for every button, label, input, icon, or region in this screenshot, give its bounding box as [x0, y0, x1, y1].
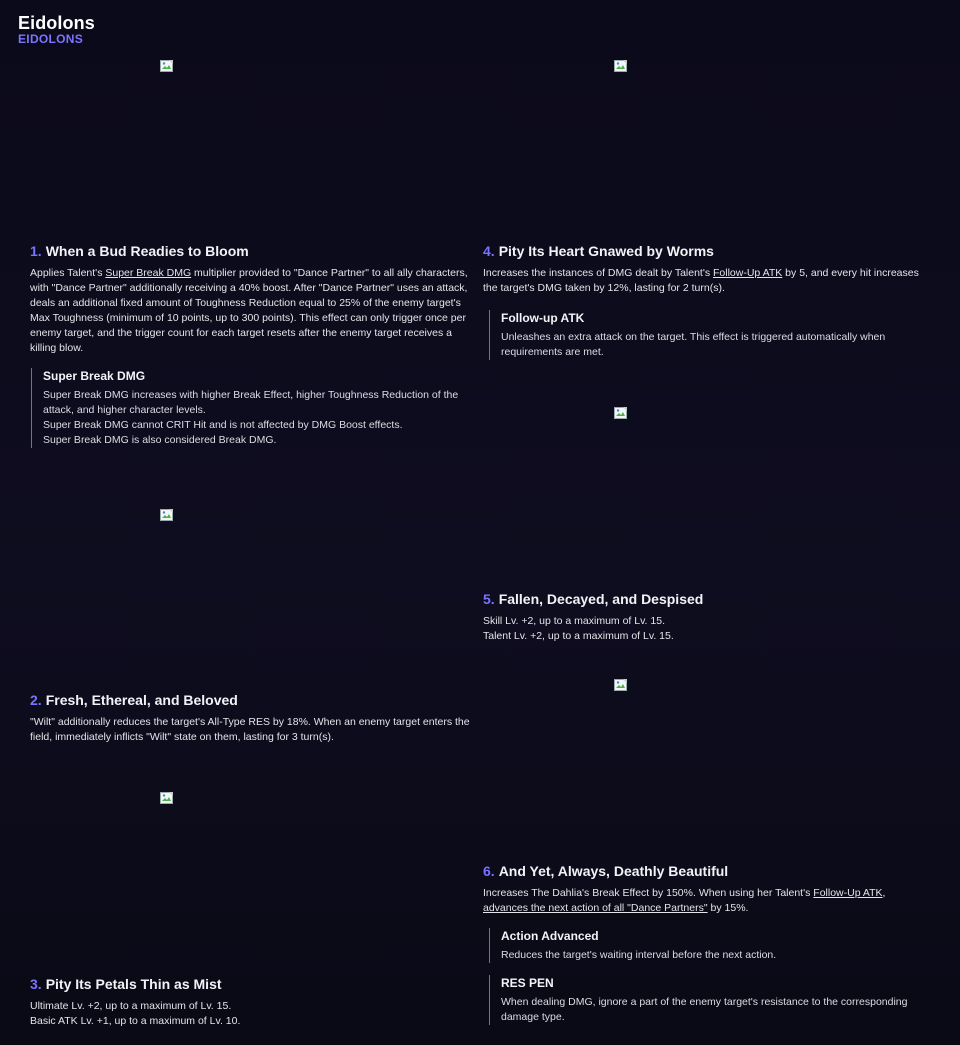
eidolon-description	[483, 614, 928, 644]
note-line: Reduces the target's waiting interval before the next action.	[501, 949, 777, 961]
advance-action-link[interactable]: advances the next action of all "Dance Partners"	[483, 902, 708, 914]
broken-image-icon	[160, 792, 174, 804]
note-line: Super Break DMG increases with higher Break Effect, higher Toughness Reduction of the attack, and higher character levels.	[43, 389, 459, 416]
eidolon-title	[30, 976, 472, 992]
desc-text: Increases the instances of DMG dealt by Talent's	[483, 267, 714, 279]
desc-line: Basic ATK Lv. +1, up to a maximum of Lv. 10.	[30, 1015, 241, 1027]
note-line: Super Break DMG cannot CRIT Hit and is not affected by DMG Boost effects.	[43, 419, 403, 431]
note-title: Super Break DMG	[43, 369, 146, 383]
eidolon-title	[483, 863, 928, 879]
eidolon-description: "Wilt" additionally reduces the target's All-Type RES by 18%. When an enemy target enters the field, immediately inflicts "Wilt" state on them, lasting for 3 turn(s).	[30, 716, 470, 743]
eidolon-6	[483, 863, 928, 1025]
eidolon-5	[483, 591, 928, 644]
desc-text: Applies Talent's	[30, 267, 106, 279]
desc-line: Skill Lv. +2, up to a maximum of Lv. 15.	[483, 615, 665, 627]
broken-image-icon	[614, 407, 628, 419]
desc-text: ,	[882, 887, 886, 899]
eidolon-description	[483, 886, 928, 916]
eidolon-name: And Yet, Always, Deathly Beautiful	[498, 863, 729, 879]
super-break-dmg-link[interactable]: Super Break DMG	[105, 267, 192, 279]
eidolon-number: 1.	[30, 243, 42, 259]
eidolon-name: Fresh, Ethereal, and Beloved	[45, 692, 238, 708]
follow-up-atk-link[interactable]: Follow-Up ATK	[713, 267, 783, 279]
eidolon-3	[30, 976, 472, 1029]
eidolon-name: Fallen, Decayed, and Despised	[498, 591, 704, 607]
eidolon-number: 3.	[30, 976, 42, 992]
note-text	[43, 388, 472, 448]
broken-image-icon	[614, 60, 628, 72]
broken-image-icon	[614, 679, 628, 691]
page-title: Eidolons	[18, 13, 95, 33]
eidolon-description	[30, 999, 472, 1029]
broken-image-icon	[160, 509, 174, 521]
eidolon-title	[483, 591, 928, 607]
eidolon-title	[30, 692, 472, 708]
desc-text: multiplier provided to "Dance Partner" to all ally characters, with "Dance Partner" additionally receiving a 40% boost. After "Dance Partner" uses an attack, deals an additional fixed amount of Toughness Reduction equal to 25% of the enemy target's Max Toughness (minimum of 10 points, up to 300 points). This effect can only trigger once per enemy target, and the trigger count for each target resets after the enemy target receives a killing blow.	[30, 267, 468, 354]
desc-line: Ultimate Lv. +2, up to a maximum of Lv. 15.	[30, 1000, 232, 1012]
eidolon-1	[30, 243, 472, 448]
note-text	[501, 330, 928, 360]
follow-up-atk-link[interactable]: Follow-Up ATK	[813, 887, 883, 899]
note-line: When dealing DMG, ignore a part of the enemy target's resistance to the corresponding damage type.	[501, 996, 908, 1023]
eidolon-number: 6.	[483, 863, 495, 879]
eidolon-4	[483, 243, 928, 360]
page-subtitle: EIDOLONS	[18, 32, 84, 46]
desc-text: by 15%.	[707, 902, 749, 914]
keyword-note	[489, 975, 928, 1025]
eidolon-description	[483, 266, 928, 296]
note-title: Follow-up ATK	[501, 311, 585, 325]
keyword-note	[31, 368, 472, 448]
eidolon-name: Pity Its Petals Thin as Mist	[45, 976, 222, 992]
eidolon-number: 2.	[30, 692, 42, 708]
desc-text: Increases The Dahlia's Break Effect by 150%. When using her Talent's	[483, 887, 814, 899]
eidolon-name: When a Bud Readies to Bloom	[45, 243, 249, 259]
note-text	[501, 948, 928, 963]
note-text	[501, 995, 928, 1025]
eidolon-number: 4.	[483, 243, 495, 259]
eidolon-number: 5.	[483, 591, 495, 607]
note-title: RES PEN	[501, 976, 554, 990]
eidolon-description	[30, 266, 472, 356]
eidolon-name: Pity Its Heart Gnawed by Worms	[498, 243, 714, 259]
desc-line: Talent Lv. +2, up to a maximum of Lv. 15.	[483, 630, 674, 642]
broken-image-icon	[160, 60, 174, 72]
keyword-note	[489, 310, 928, 360]
note-line: Unleashes an extra attack on the target. This effect is triggered automatically when requirements are met.	[501, 331, 886, 358]
eidolon-2	[30, 692, 472, 745]
note-line: Super Break DMG is also considered Break DMG.	[43, 434, 277, 446]
eidolon-title	[483, 243, 928, 259]
keyword-note	[489, 928, 928, 963]
desc-text: by 5, and every hit increases the target's DMG taken by 12%, lasting for 2 turn(s).	[483, 267, 919, 294]
eidolon-title	[30, 243, 472, 259]
note-title: Action Advanced	[501, 929, 599, 943]
